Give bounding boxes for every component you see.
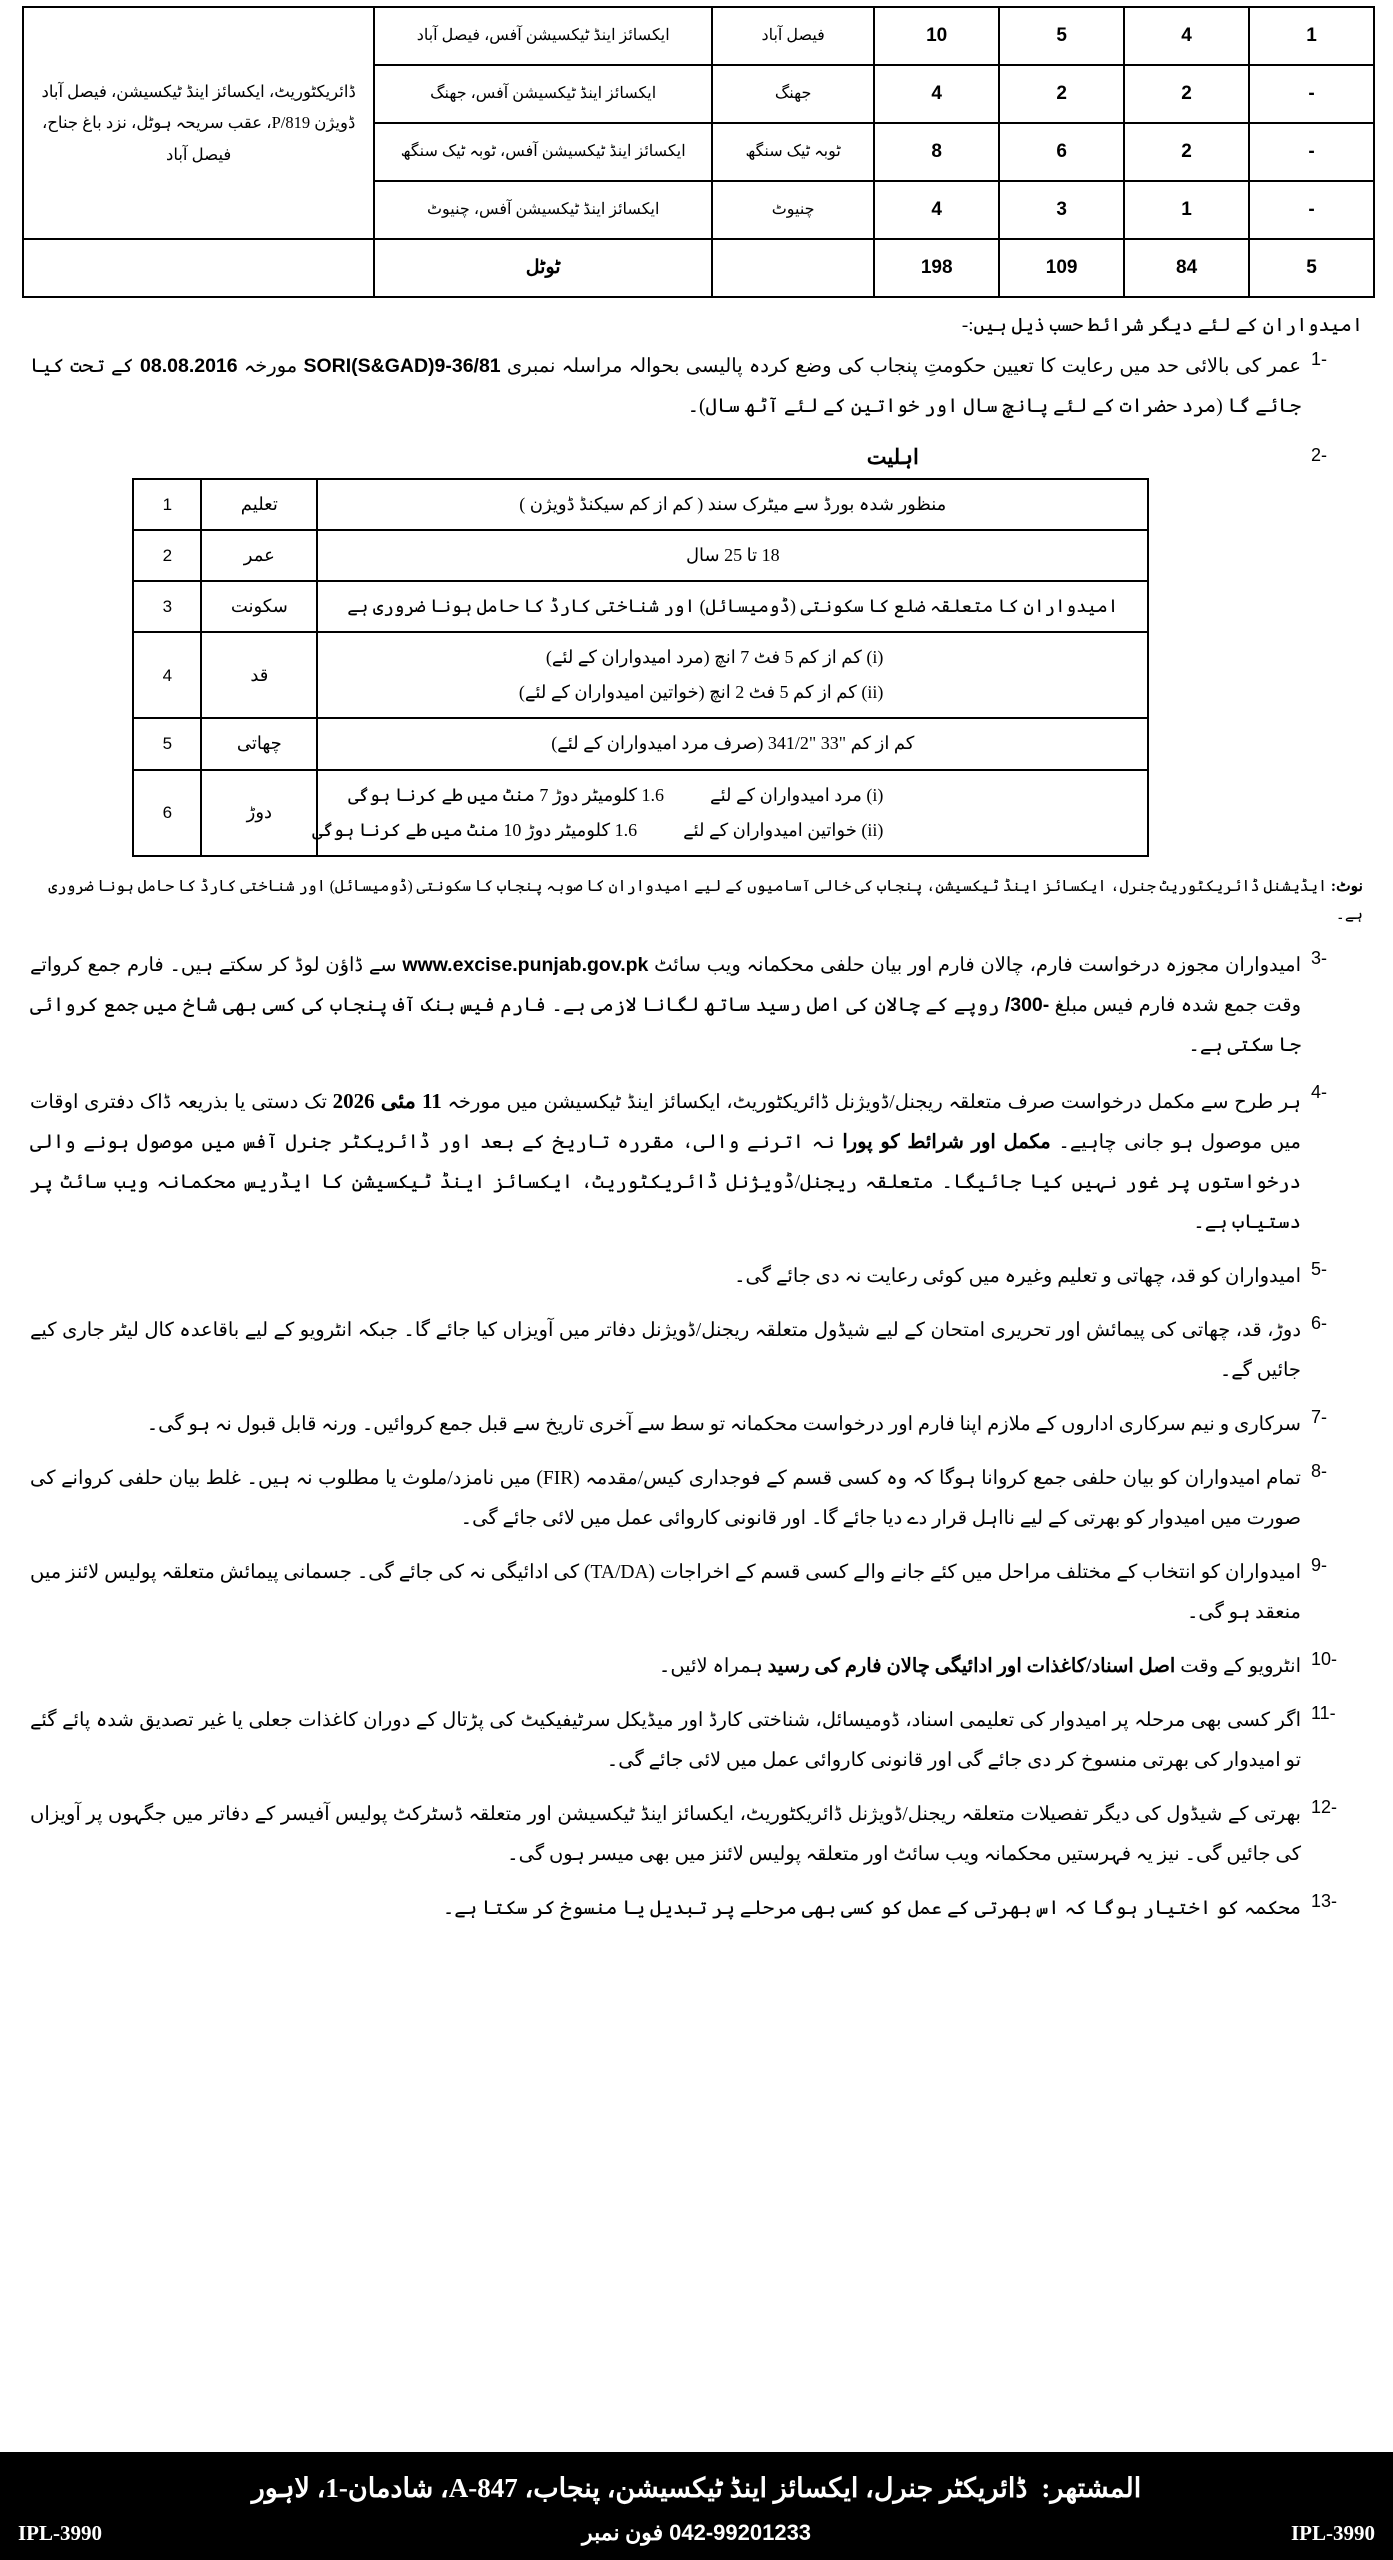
fir-label: (FIR) [536,1468,580,1490]
posts-table-container [0,0,1393,298]
clause-9-part-a: امیدواران کو انتخاب کے مختلف مراحل میں کئے جانے والے کسی قسم کے اخراجات [655,1562,1301,1584]
clause-marker: 5- [1311,1259,1328,1280]
total-col-b: 109 [999,239,1124,297]
ipl-code-right: IPL-3990 [1291,2520,1375,2545]
note-label: نوٹ: [1330,877,1363,895]
clause-1-part-a: عمر کی بالائی حد میں رعایت کا تعیین حکومتِ پنجاب کی وضع کردہ پالیسی بحوالہ مراسلہ نمبری [500,356,1301,377]
run-female [312,813,884,848]
posts-table [22,6,1375,298]
contact-phone [102,2520,1291,2546]
eligibility-row-chest [133,718,1148,769]
cell-col-b: 6 [999,123,1124,181]
total-col-d: 5 [1249,239,1374,297]
eligibility-value-height [317,632,1148,718]
cell-district: ٹوبہ ٹیک سنگھ [712,123,874,181]
cell-total-posts: 4 [874,65,999,123]
clause-marker: 8- [1311,1461,1328,1482]
cell-col-b: 5 [999,7,1124,65]
eligibility-marker: 2- [1311,444,1328,465]
eligibility-table-container [0,474,1393,867]
eligibility-sr-5: 5 [133,718,201,769]
clause-12 [30,1795,1367,1875]
clause-marker: 6- [1311,1313,1328,1334]
eligibility-value-education: منظور شدہ بورڈ سے میٹرک سند ( کم از کم سیکنڈ ڈویژن ) [317,479,1148,530]
run-female-label: (ii) خواتین امیدواران کے لئے [683,819,884,840]
clause-7 [30,1405,1367,1445]
clause-body: بھرتی کے شیڈول کی دیگر تفصیلات متعلقہ ریجنل/ڈویژنل ڈائریکٹوریٹ، ایکسائز اینڈ ٹیکسیشن اور متعلقہ ڈسٹرکٹ پولیس آفیسر کے دفاتر میں جگہوں پر آویزاں کی جائیں گی۔ نیز یہ فہرستیں محکمانہ ویب سائٹ اور متعلقہ پولیس لائنز میں بھی میسر ہوں گی۔ [30,1803,1301,1865]
eligibility-sr-1: 1 [133,479,201,530]
advertiser-line [18,2466,1375,2521]
eligibility-value-domicile: امیدواران کا متعلقہ ضلع کا سکونتی (ڈومیسائل) اور شناختی کارڈ کا حامل ہونا ضروری ہے [317,581,1148,632]
cell-col-b: 2 [999,65,1124,123]
cell-col-c: 2 [1124,65,1249,123]
clause-body [30,1459,1301,1539]
clause-10-part-b: ہمراہ لائیں۔ [658,1656,768,1678]
cell-col-c: 2 [1124,123,1249,181]
clause-body [30,1647,1301,1687]
tada-label: (TA/DA) [584,1562,656,1584]
footer-bar [0,2452,1393,2560]
cell-district: چنیوٹ [712,181,874,239]
eligibility-key-height: قد [201,632,317,718]
height-female: (ii) کم از کم 5 فٹ 2 انچ (خواتین امیدواران کے لئے) [518,682,884,703]
clause-3-part-c: روپے کے چالان کی اصل رسید ساتھ لگانا لازمی ہے۔ فارم فیس بنک آف پنجاب کی کسی بھی شاخ میں جمع کروائی جا سکتی ہے۔ [30,995,1301,1057]
eligibility-row-height [133,632,1148,718]
clause-1 [30,347,1367,427]
cell-col-b: 3 [999,181,1124,239]
eligibility-key-chest: چھاتی [201,718,317,769]
eligibility-value-chest: کم از کم "33 "341/2 (صرف مرد امیدواران کے لئے) [317,718,1148,769]
table-row [23,7,1374,65]
eligibility-key-age: عمر [201,530,317,581]
eligibility-key-run: دوڑ [201,770,317,856]
clauses-container [0,347,1393,441]
total-posts: 198 [874,239,999,297]
clause-body [30,1080,1301,1243]
clause-marker: 11- [1311,1703,1336,1724]
cell-col-d: 1 [1249,7,1374,65]
clause-4-part-b: تک دستی یا بذریعہ ڈاک دفتری اوقات میں موصول ہو جانی چاہیے۔ [30,1092,1302,1154]
conditions-intro-text: امیدواران کے لئے دیگر شرائط حسب ذیل ہیں:- [961,315,1363,336]
clause-3-part-a: امیدواران مجوزہ درخواست فارم، چالان فارم اور بیان حلفی محکمانہ ویب سائٹ [648,955,1301,977]
run-male-label: (i) مرد امیدواران کے لئے [710,784,884,805]
clause-4-part-a: ہر طرح سے مکمل درخواست صرف متعلقہ ریجنل/ڈویژنل ڈائریکٹوریٹ، ایکسائز اینڈ ٹیکسیشن میں مورخہ [441,1092,1301,1114]
eligibility-row-run [133,770,1148,856]
total-spacer-district [712,239,874,297]
clause-marker: 13- [1311,1890,1338,1911]
run-female-detail: 1.6 کلومیٹر دوڑ 10 منٹ میں طے کرنا ہوگی [312,819,638,840]
eligibility-key-education: تعلیم [201,479,317,530]
footer-bottom-row [18,2520,1375,2546]
clause-1-part-b: مورخہ [237,356,304,377]
clause-marker: 7- [1311,1407,1328,1428]
clauses-container-2 [0,946,1393,1942]
clause-marker: 4- [1311,1082,1328,1103]
cell-col-c: 1 [1124,181,1249,239]
clause-9-part-b: کی ادائیگی نہ کی جائے گی۔ جسمانی پیمائش متعلقہ پولیس لائنز میں منعقد ہو گی۔ [30,1562,1301,1624]
clause-9 [30,1553,1367,1633]
clause-10-bold: اصل اسناد/کاغذات اور ادائیگی چالان فارم کی رسید [767,1656,1176,1678]
clause-4 [30,1080,1367,1243]
cell-office: ایکسائز اینڈ ٹیکسیشن آفس، جھنگ [374,65,712,123]
clause-body: اگر کسی بھی مرحلہ پر امیدوار کی تعلیمی اسناد، ڈومیسائل، شناختی کارڈ اور میڈیکل سرٹیفیکیٹ کی پڑتال کے دوران کاغذات جعلی یا غیر تصدیق شدہ پائے گئے تو امیدوار کی بھرتی منسوخ کر دی جائے گی اور قانونی کاروائی عمل میں لائی جائے گی۔ [30,1710,1301,1772]
total-col-c: 84 [1124,239,1249,297]
application-deadline: 11 مئی 2026 [332,1089,442,1114]
eligibility-value-run [312,770,1148,856]
eligibility-sr-2: 2 [133,530,201,581]
eligibility-note [0,867,1393,947]
clause-5 [30,1257,1367,1297]
eligibility-section-header [0,441,1393,474]
clause-body [30,946,1301,1066]
height-male: (i) کم از کم 5 فٹ 7 انچ (مرد امیدواران کے لئے) [545,647,884,668]
clause-marker: 3- [1311,948,1328,969]
total-spacer-address [23,239,374,297]
total-label: ٹوٹل [374,239,712,297]
clause-13 [30,1889,1367,1929]
clause-8 [30,1459,1367,1539]
clause-body: محکمہ کو اختیار ہوگا کہ اس بھرتی کے عمل کو کسی بھی مرحلے پر تبدیل یا منسوخ کر سکتا ہے۔ [442,1897,1301,1919]
eligibility-table [132,478,1149,857]
clause-1-part-c: کے تحت کیا جائے گا (مرد حضرات کے لئے پانچ سال اور خواتین کے لئے آٹھ سال)۔ [30,356,1301,417]
eligibility-sr-4: 4 [133,632,201,718]
phone-label: فون نمبر [581,2520,664,2545]
eligibility-key-domicile: سکونت [201,581,317,632]
cell-office: ایکسائز اینڈ ٹیکسیشن آفس، فیصل آباد [374,7,712,65]
clause-10 [30,1647,1367,1687]
clause-4-bold: مکمل اور شرائط کو پورا [842,1132,1051,1154]
clause-marker: 1- [1311,349,1328,369]
clause-6 [30,1311,1367,1391]
clause-marker: 12- [1311,1796,1338,1817]
table-row-total [23,239,1374,297]
eligibility-row-domicile [133,581,1148,632]
eligibility-sr-6: 6 [133,770,201,856]
eligibility-row-age [133,530,1148,581]
cell-total-posts: 10 [874,7,999,65]
clause-8-part-a: تمام امیدواران کو بیان حلفی جمع کروانا ہوگا کہ وہ کسی قسم کے فوجداری کیس/مقدمہ [579,1468,1301,1490]
clause-body: امیدواران کو قد، چھاتی و تعلیم وغیرہ میں کوئی رعایت نہ دی جائے گی۔ [734,1266,1301,1288]
cell-directorate-address: ڈائریکٹوریٹ، ایکسائز اینڈ ٹیکسیشن، فیصل آباد ڈویژن P/819، عقب سریحہ ہوٹل، نزد باغ جناح، فیصل آباد [23,7,374,239]
clause-8-part-b: میں نامزد/ملوث یا مطلوب نہ ہیں۔ غلط بیان حلفی کروانے کی صورت میں امیدوار کو بھرتی کے لیے نااہل قرار دے دیا جائے گا۔ اور قانونی کاروائی عمل میں لائی جائے گی۔ [30,1468,1301,1530]
advertiser-text: ڈائریکٹر جنرل، ایکسائز اینڈ ٹیکسیشن، پنجاب، 847-A، شادمان-1، لاہور [251,2472,1028,2503]
clause-3 [30,946,1367,1066]
clause-4-part-c: نہ اترنے والی، مقررہ تاریخ کے بعد اور ڈائریکٹر جنرل آفس میں موصول ہونے والی درخواستوں پر غور نہیں کیا جائیگا۔ متعلقہ ریجنل/ڈویژنل ڈائریکٹوریٹ، ایکسائز اینڈ ٹیکسیشن کا ایڈریس محکمانہ ویب سائٹ پر دستیاب ہے۔ [30,1132,1301,1234]
cell-total-posts: 4 [874,181,999,239]
cell-office: ایکسائز اینڈ ٹیکسیشن آفس، چنیوٹ [374,181,712,239]
cell-district: جھنگ [712,65,874,123]
form-fee-amount: /300- [1004,994,1050,1017]
run-male-detail: 1.6 کلومیٹر دوڑ 7 منٹ میں طے کرنا ہوگی [348,784,665,805]
clause-body [30,347,1301,427]
clause-1-reference-no: SORI(S&GAD)9-36/81 [303,355,501,377]
clause-3-part-b: سے ڈاؤن لوڈ کر سکتے ہیں۔ فارم جمع کرواتے وقت جمع شدہ فارم فیس مبلغ [30,955,1302,1017]
clause-marker: 10- [1311,1649,1338,1670]
cell-col-c: 4 [1124,7,1249,65]
cell-total-posts: 8 [874,123,999,181]
clause-10-part-a: انٹرویو کے وقت [1175,1656,1301,1678]
eligibility-title: اہلیت [866,444,919,469]
clause-body: سرکاری و نیم سرکاری اداروں کے ملازم اپنا فارم اور درخواست محکمانہ تو سط سے آخری تاریخ سے قبل جمع کروائیں۔ ورنہ قابل قبول نہ ہو گی۔ [146,1414,1301,1436]
department-website-url[interactable]: www.excise.punjab.gov.pk [402,954,649,977]
clause-marker: 9- [1311,1555,1328,1576]
eligibility-value-age: 18 تا 25 سال [317,530,1148,581]
note-text: ایڈیشنل ڈائریکٹوریٹ جنرل، ایکسائز اینڈ ٹیکسیشن، پنجاب کی خالی آسامیوں کے لیے امیدواران کا صوبہ پنجاب کا سکونتی (ڈومیسائل) اور شناختی کارڈ کا حامل ہونا ضروری ہے۔ [48,877,1363,923]
ipl-code-left: IPL-3990 [18,2520,102,2545]
phone-number: 042-99201233 [669,2520,812,2545]
clause-11 [30,1701,1367,1781]
cell-office: ایکسائز اینڈ ٹیکسیشن آفس، ٹوبہ ٹیک سنگھ [374,123,712,181]
run-male [330,778,883,813]
cell-col-d: - [1249,181,1374,239]
eligibility-row-education [133,479,1148,530]
conditions-intro [120,298,1363,347]
advertiser-label: المشتهر: [1041,2472,1142,2503]
cell-col-d: - [1249,123,1374,181]
eligibility-sr-3: 3 [133,581,201,632]
cell-col-d: - [1249,65,1374,123]
clause-1-reference-date: 08.08.2016 [140,355,238,377]
clause-body [30,1553,1301,1633]
cell-district: فیصل آباد [712,7,874,65]
clause-body: دوڑ، قد، چھاتی کی پیمائش اور تحریری امتحان کے لیے شیڈول متعلقہ ریجنل/ڈویژنل دفاتر میں آویزاں کیا جائے گا۔ جبکہ انٹرویو کے لیے باقاعدہ کال لیٹر جاری کیے جائیں گے۔ [30,1320,1301,1382]
